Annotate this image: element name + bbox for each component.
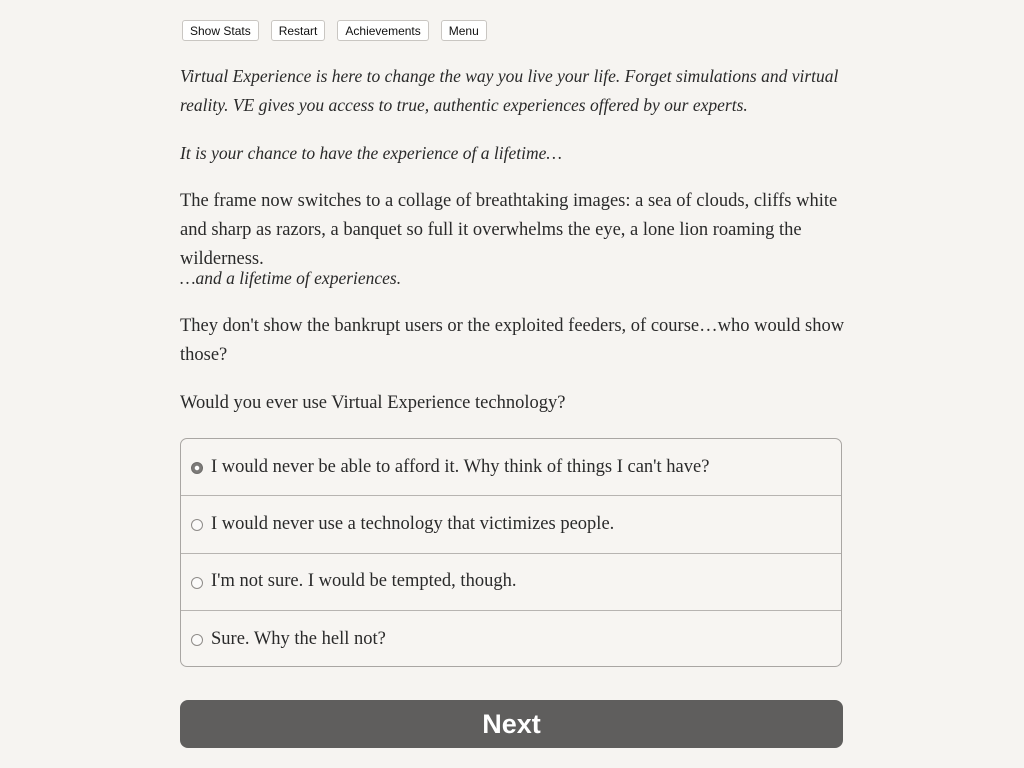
story-tagline: It is your chance to have the experience of a lifetime…	[180, 143, 562, 163]
choice-list	[180, 438, 842, 667]
radio-button-icon[interactable]	[191, 634, 203, 646]
story-collage: The frame now switches to a collage of breathtaking images: a sea of clouds, cliffs white and sharp as razors, a banquet so full it overwhelms the eye, a lone lion roaming the wilderness.	[180, 191, 838, 269]
show-stats-button[interactable]: Show Stats	[182, 20, 259, 41]
story-intro: Virtual Experience is here to change the way you live your life. Forget simulations and virtual reality. VE gives you access to true, authentic experiences offered by our experts.	[180, 66, 839, 115]
story-question: Would you ever use Virtual Experience technology?	[180, 393, 566, 413]
choice-label: Sure. Why the hell not?	[211, 628, 386, 649]
choice-label: I'm not sure. I would be tempted, though.	[211, 571, 517, 592]
toolbar	[182, 20, 487, 41]
next-button[interactable]: Next	[180, 700, 843, 748]
choice-option-1[interactable]	[181, 439, 841, 496]
choice-option-4[interactable]	[181, 611, 841, 667]
story-lifetime: …and a lifetime of experiences.	[180, 268, 402, 288]
story-bankrupt: They don't show the bankrupt users or the exploited feeders, of course…who would show those?	[180, 316, 845, 365]
choice-option-3[interactable]	[181, 554, 841, 611]
menu-button[interactable]: Menu	[441, 20, 487, 41]
restart-button[interactable]: Restart	[271, 20, 326, 41]
achievements-button[interactable]: Achievements	[337, 20, 428, 41]
radio-button-icon[interactable]	[191, 462, 203, 474]
choice-label: I would never be able to afford it. Why think of things I can't have?	[211, 456, 710, 477]
choice-option-2[interactable]	[181, 496, 841, 553]
choice-label: I would never use a technology that victimizes people.	[211, 513, 615, 534]
radio-button-icon[interactable]	[191, 519, 203, 531]
radio-button-icon[interactable]	[191, 577, 203, 589]
